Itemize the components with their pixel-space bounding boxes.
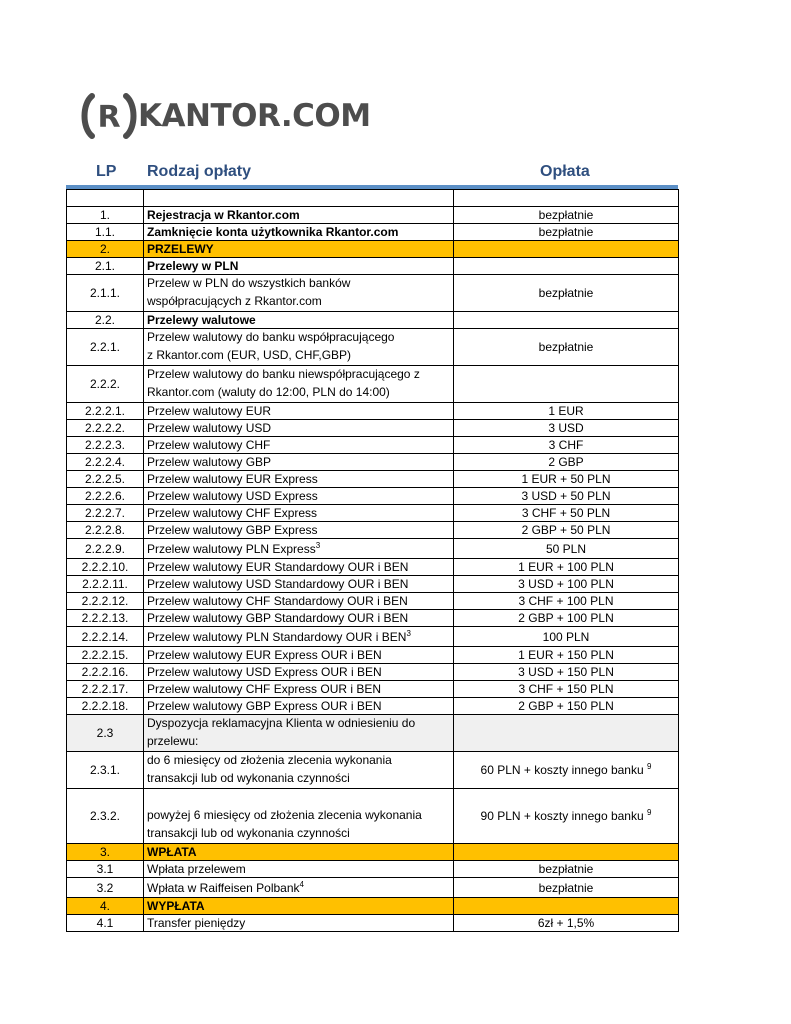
fee-type-line: przelewu: [147,734,199,748]
fee-amount [454,844,679,861]
table-row [67,224,679,241]
row-number: 2.2.2.6. [67,488,144,505]
row-number: 3.1 [67,861,144,878]
row-number: 2.2.2.13. [67,610,144,627]
brand-logo [80,92,371,140]
row-number: 2.2.2.4. [67,454,144,471]
row-number: 3. [67,844,144,861]
table-row [67,437,679,454]
fee-type [144,488,454,505]
fee-type-label: Przelew walutowy PLN Express [147,541,316,556]
fee-type-line: transakcji lub od wykonania czynności [147,771,350,785]
fee-amount-label: 3 USD + 150 PLN [518,665,614,679]
footnote-ref: 9 [647,808,652,817]
fee-type-label: Transfer pieniędzy [147,916,246,930]
row-number: 2.2.2.18. [67,698,144,715]
fee-type [144,454,454,471]
fee-type-label: Przelew walutowy CHF Express OUR i BEN [147,682,382,696]
row-number [67,190,144,207]
fee-type-label: Przelew walutowy CHF Express [147,506,318,520]
fee-amount-label: 1 EUR [548,404,584,418]
fee-amount-label: 6zł + 1,5% [537,916,595,930]
fee-amount [454,224,679,241]
fee-type-label: Przelew walutowy CHF [147,438,271,452]
table-row [67,915,679,932]
fee-type [144,420,454,437]
table-row [67,789,679,844]
table-row [67,488,679,505]
fee-amount-label: 1 EUR + 100 PLN [518,560,614,574]
fee-type-label: WYPŁATA [147,899,205,913]
fee-amount-label: 2 GBP + 150 PLN [518,699,614,713]
fee-amount [454,207,679,224]
fee-type [144,715,454,752]
fee-type-line: z Rkantor.com (EUR, USD, CHF,GBP) [147,348,352,362]
brand-name: KANTOR.COM [138,98,371,134]
row-number: 2.2.2.8. [67,522,144,539]
table-row [67,522,679,539]
fee-type [144,190,454,207]
fee-amount [454,681,679,698]
fee-type [144,437,454,454]
fee-amount [454,576,679,593]
fee-type [144,403,454,420]
fee-type-line: współpracujących z Rkantor.com [147,294,322,308]
fee-amount-label: 90 PLN + koszty innego banku [480,809,644,823]
row-number: 4. [67,898,144,915]
table-row [67,698,679,715]
row-number: 2.1.1. [67,275,144,312]
column-header-type: Rodzaj opłaty [147,163,252,180]
fee-amount [454,861,679,878]
fee-type-label: Przelewy walutowe [147,313,256,327]
section-row [67,844,679,861]
table-row [67,664,679,681]
fee-amount-label: 3 CHF + 100 PLN [518,594,614,608]
fee-type [144,275,454,312]
fee-type [144,627,454,647]
fee-type [144,312,454,329]
fee-type-line: Przelew w PLN do wszystkich banków [147,276,351,290]
fee-type [144,207,454,224]
fee-amount [454,241,679,258]
row-number: 3.2 [67,878,144,898]
fee-type-line: powyżej 6 miesięcy od złożenia zlecenia wykonania [147,808,422,822]
fee-amount [454,420,679,437]
fee-amount [454,437,679,454]
fee-type-label: Przelew walutowy USD Standardowy OUR i BEN [147,577,409,591]
fee-type-label: Przelew walutowy USD [147,421,272,435]
fee-amount [454,258,679,275]
table-row [67,366,679,403]
table-row [67,861,679,878]
row-number: 4.1 [67,915,144,932]
table-row [67,647,679,664]
fee-type [144,752,454,789]
fee-type [144,576,454,593]
section-row [67,898,679,915]
section-row [67,241,679,258]
row-number: 2.2.2.17. [67,681,144,698]
row-number: 2.2.2. [67,366,144,403]
row-number: 2.2.2.5. [67,471,144,488]
fee-amount [454,789,679,844]
fee-type [144,593,454,610]
fee-type [144,844,454,861]
fee-amount [454,488,679,505]
row-number: 2.2.2.12. [67,593,144,610]
row-number: 2.2.2.9. [67,539,144,559]
table-row [67,539,679,559]
fee-type [144,366,454,403]
row-number: 1. [67,207,144,224]
fee-type [144,647,454,664]
footnote-ref: 3 [315,540,321,550]
fee-amount [454,190,679,207]
table-row [67,559,679,576]
row-number: 2.2.1. [67,329,144,366]
fee-type-label: Przelew walutowy PLN Standardowy OUR i BEN [147,629,407,644]
logo-mark-letter: R [97,100,121,135]
fee-type [144,681,454,698]
fee-type-label: Przelew walutowy GBP Express OUR i BEN [147,699,382,713]
fee-type-line: Rkantor.com (waluty do 12:00, PLN do 14:00) [147,385,390,399]
fee-type [144,664,454,681]
fee-amount-label: 2 GBP [548,455,584,469]
row-number: 2. [67,241,144,258]
table-row [67,681,679,698]
table-row [67,752,679,789]
fee-amount [454,505,679,522]
fee-amount [454,471,679,488]
fee-type [144,505,454,522]
fee-type-label: Przelew walutowy GBP [147,455,272,469]
fee-amount [454,593,679,610]
row-number: 2.2.2.7. [67,505,144,522]
fee-amount-label: bezpłatnie [538,208,594,222]
row-number: 2.2.2.15. [67,647,144,664]
table-row [67,593,679,610]
fee-type-label: Przelewy w PLN [147,259,239,273]
fee-type-label: Przelew walutowy EUR Express [147,472,318,486]
fee-type-label: WPŁATA [147,845,197,859]
row-number: 2.3.1. [67,752,144,789]
fee-amount [454,366,679,403]
table-row [67,275,679,312]
fee-amount-label: bezpłatnie [538,340,594,354]
row-number: 2.2.2.3. [67,437,144,454]
fee-type-line: transakcji lub od wykonania czynności [147,826,350,840]
fee-type [144,610,454,627]
table-row [67,505,679,522]
table-row [67,878,679,898]
table-row [67,627,679,647]
row-number: 2.2.2.10. [67,559,144,576]
fee-type [144,698,454,715]
table-row [67,403,679,420]
fee-type-label: Przelew walutowy USD Express [147,489,318,503]
fee-amount [454,698,679,715]
fee-amount [454,647,679,664]
fee-amount-label: 50 PLN [545,541,587,556]
fee-type-line: Przelew walutowy do banku niewspółpracującego z [147,367,420,381]
fee-amount [454,915,679,932]
row-number: 2.2.2.14. [67,627,144,647]
table-row [67,190,679,207]
fee-amount-label: 2 GBP + 50 PLN [521,523,611,537]
fee-type-label: Przelew walutowy GBP Express [147,523,318,537]
fee-amount [454,403,679,420]
fee-amount-label: 3 USD + 100 PLN [518,577,614,591]
fee-amount [454,898,679,915]
fee-amount-label: 60 PLN + koszty innego banku [480,763,644,777]
fee-type [144,329,454,366]
fee-type [144,789,454,844]
row-number: 2.2.2.11. [67,576,144,593]
fee-type-line: do 6 miesięcy od złożenia zlecenia wykonania [147,753,392,767]
row-number: 2.2.2.16. [67,664,144,681]
fee-amount-label: bezpłatnie [538,862,594,876]
fee-amount-label: bezpłatnie [538,880,594,895]
fee-amount [454,559,679,576]
fee-amount-label: 2 GBP + 100 PLN [518,611,614,625]
row-number: 2.3.2. [67,789,144,844]
fee-type [144,522,454,539]
fee-type-label: Przelew walutowy USD Express OUR i BEN [147,665,382,679]
fee-amount-label: 100 PLN [542,629,590,644]
fee-type [144,898,454,915]
fee-amount-label: bezpłatnie [538,225,594,239]
row-number: 2.3 [67,715,144,752]
table-row [67,471,679,488]
row-number: 2.2.2.2. [67,420,144,437]
footnote-ref: 4 [299,879,304,889]
fee-type-label: PRZELEWY [147,242,214,256]
table-row [67,258,679,275]
fee-type [144,539,454,559]
fee-amount [454,752,679,789]
table-row [67,454,679,471]
fee-type [144,915,454,932]
table-row [67,312,679,329]
footnote-ref: 3 [406,628,411,638]
fee-type-label: Przelew walutowy EUR Standardowy OUR i BEN [147,560,409,574]
fee-type [144,224,454,241]
fee-amount-label: 3 CHF + 50 PLN [521,506,611,520]
fee-amount [454,312,679,329]
fee-amount [454,522,679,539]
fee-type [144,878,454,898]
table-row [67,207,679,224]
fee-type-label: Wpłata w Raiffeisen Polbank [147,880,300,895]
row-number: 2.2. [67,312,144,329]
fee-amount-label: 3 CHF [548,438,584,452]
row-number: 2.2.2.1. [67,403,144,420]
fee-amount-label: bezpłatnie [538,286,594,300]
fee-type-line: Przelew walutowy do banku współpracującego [147,330,395,344]
fee-type [144,241,454,258]
fee-type-label: Zamknięcie konta użytkownika Rkantor.com [147,225,399,239]
table-row [67,576,679,593]
footnote-ref: 9 [647,762,652,771]
fee-type [144,258,454,275]
rkantor-logo-icon [80,92,138,140]
fee-type-label: Rejestracja w Rkantor.com [147,208,300,222]
fee-type [144,559,454,576]
table-row [67,329,679,366]
fee-amount-label: 3 USD [548,421,584,435]
fee-amount [454,627,679,647]
fee-type-line: Dyspozycja reklamacyjna Klienta w odniesieniu do [147,716,416,730]
table-row [67,610,679,627]
fee-type [144,861,454,878]
fee-amount-label: 3 USD + 50 PLN [521,489,611,503]
fee-type-label: Przelew walutowy GBP Standardowy OUR i BEN [147,611,409,625]
fee-amount [454,715,679,752]
row-number: 1.1. [67,224,144,241]
row-number: 2.1. [67,258,144,275]
fee-table-body [67,190,679,932]
fee-type [144,471,454,488]
fee-amount-label: 3 CHF + 150 PLN [518,682,614,696]
fee-amount [454,664,679,681]
fee-amount-label: 1 EUR + 50 PLN [521,472,611,486]
fee-amount [454,878,679,898]
fee-amount [454,275,679,312]
column-header-lp: LP [96,163,117,180]
fee-type-label: Przelew walutowy EUR Express OUR i BEN [147,648,382,662]
fee-amount [454,610,679,627]
fee-type-label: Przelew walutowy CHF Standardowy OUR i BEN [147,594,408,608]
fee-type-label: Wpłata przelewem [147,862,246,876]
fee-amount [454,329,679,366]
fee-table [66,189,679,932]
column-header-fee: Opłata [540,163,590,180]
fee-amount [454,539,679,559]
fee-amount-label: 1 EUR + 150 PLN [518,648,614,662]
table-row [67,420,679,437]
fee-type-label: Przelew walutowy EUR [147,404,272,418]
fee-type-line [147,789,450,807]
fee-amount [454,454,679,471]
table-row [67,715,679,752]
